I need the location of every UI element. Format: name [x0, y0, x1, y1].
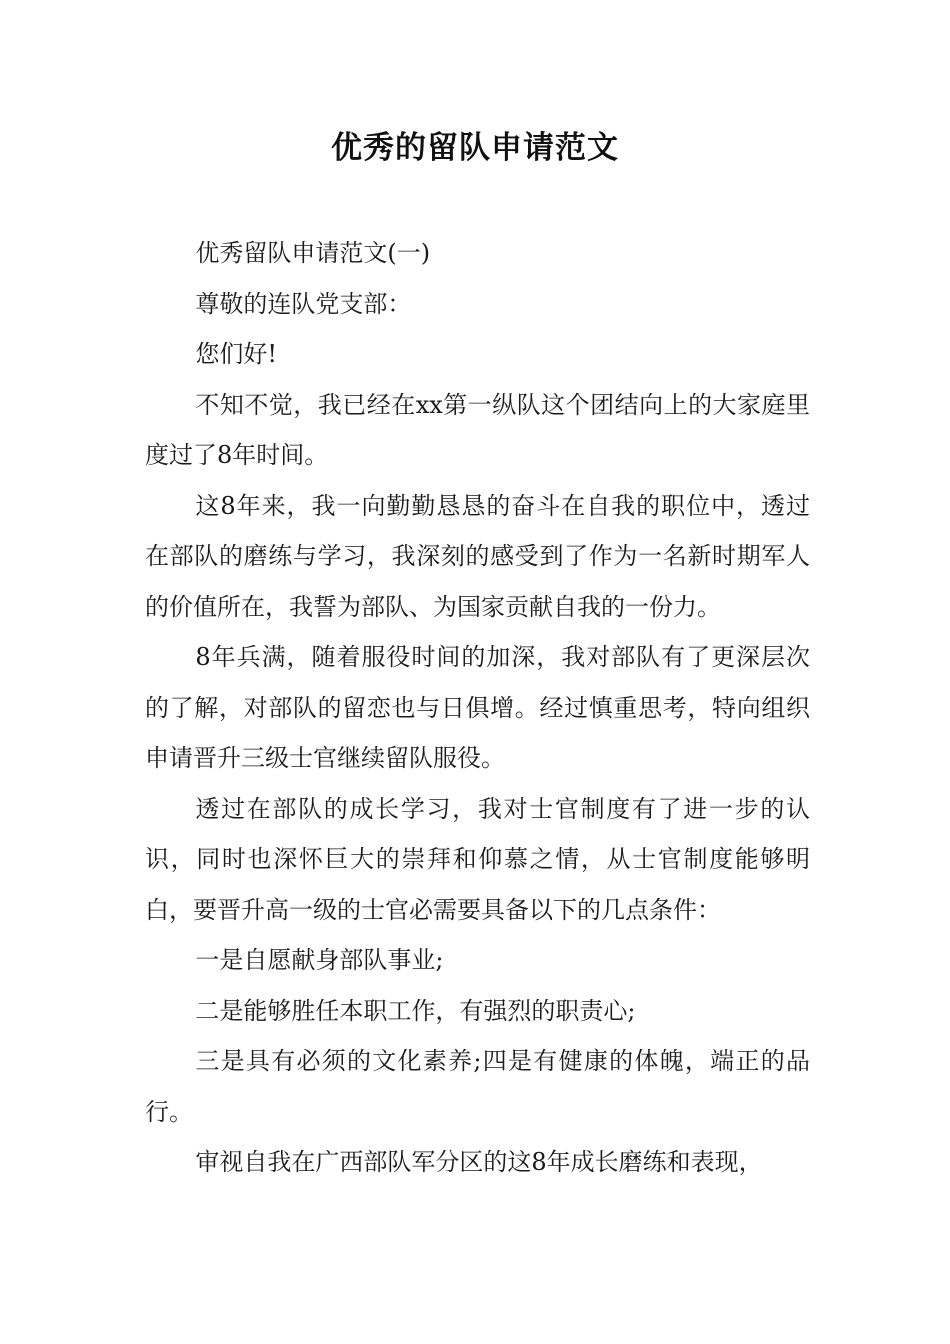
document-body [145, 228, 810, 1188]
paragraph: 二是能够胜任本职工作，有强烈的职责心; [195, 996, 636, 1025]
paragraph: 审视自我在广西部队军分区的这8年成长磨练和表现， [195, 1148, 763, 1176]
paragraph: 三是具有必须的文化素养;四是有健康的体魄，端正的品行。 [145, 1047, 810, 1126]
paragraph: 优秀留队申请范文(一) [195, 239, 431, 267]
paragraph: 透过在部队的成长学习，我对士官制度有了进一步的认识，同时也深怀巨大的崇拜和仰慕之情，从士官制度能够明白，要晋升高一级的士官必需要具备以下的几点条件： [145, 794, 810, 924]
paragraph: 这8年来，我一向勤勤恳恳的奋斗在自我的职位中，透过在部队的磨练与学习，我深刻的感受到了作为一名新时期军人的价值所在，我誓为部队、为国家贡献自我的一份力。 [145, 491, 810, 621]
document-title: 优秀的留队申请范文 [331, 130, 619, 166]
paragraph: 一是自愿献身部队事业; [195, 946, 444, 974]
paragraph: 8年兵满，随着服役时间的加深，我对部队有了更深层次的了解，对部队的留恋也与日俱增。经过慎重思考，特向组织申请晋升三级士官继续留队服役。 [145, 643, 810, 772]
paragraph: 尊敬的连队党支部： [195, 289, 412, 318]
paragraph: 不知不觉，我已经在xx第一纵队这个团结向上的大家庭里度过了8年时间。 [145, 390, 810, 469]
paragraph: 您们好! [195, 340, 278, 368]
